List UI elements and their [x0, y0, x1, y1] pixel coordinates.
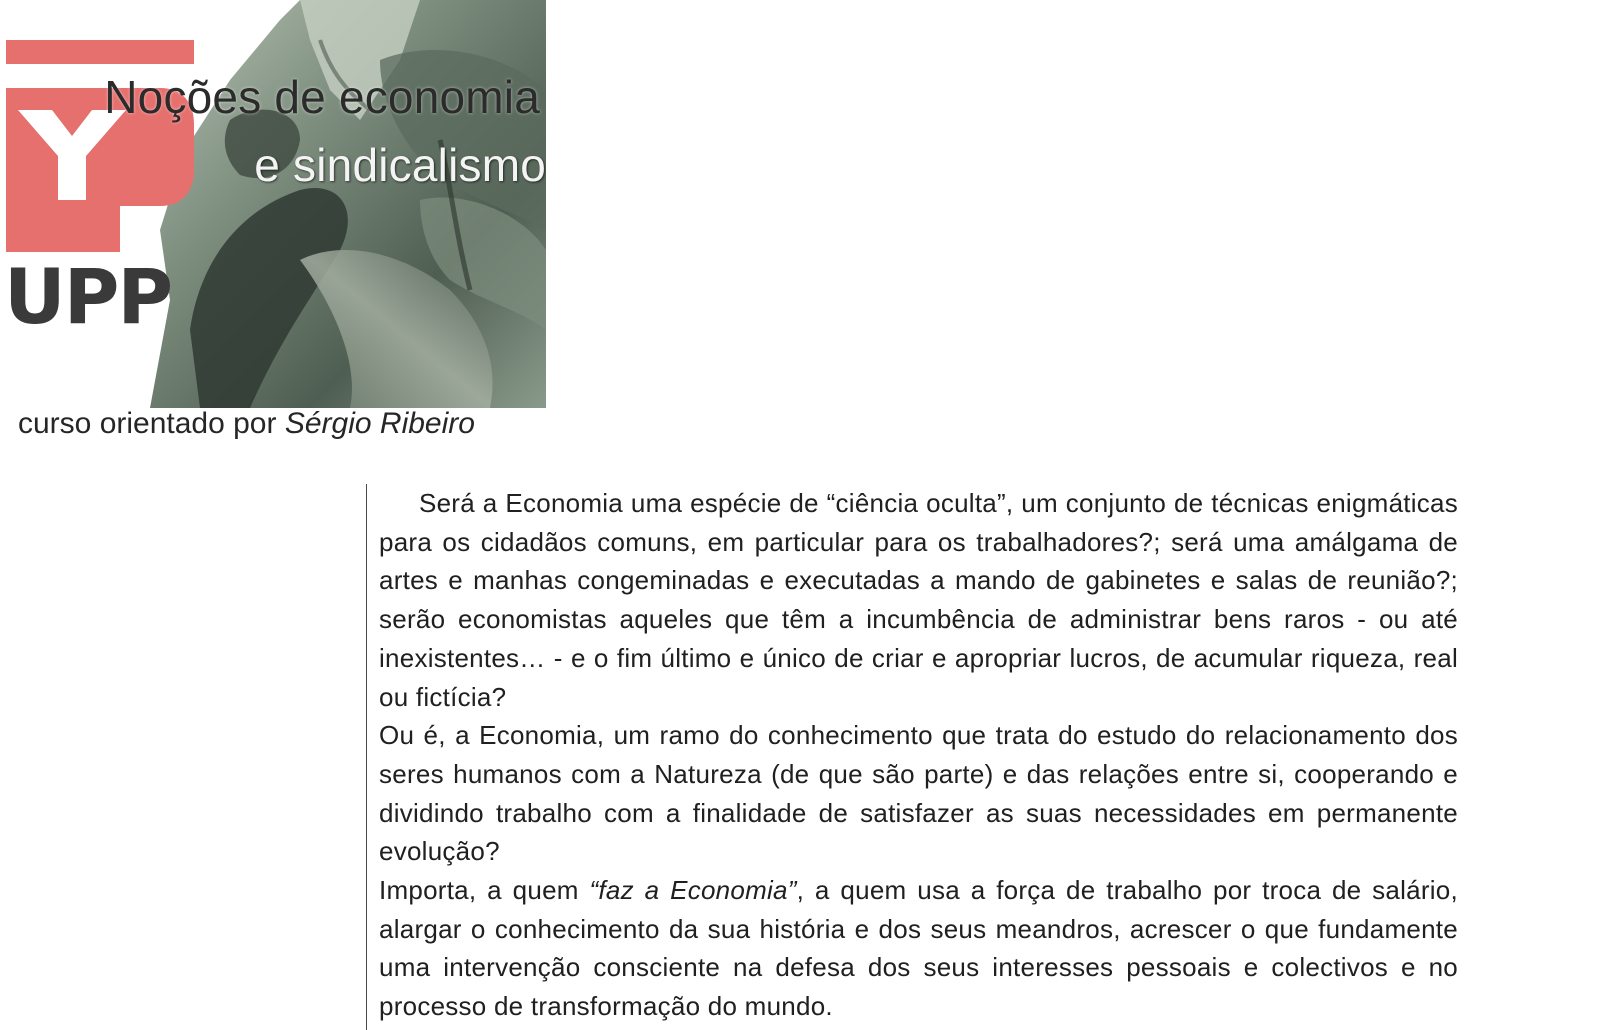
paragraph-3-start: Importa, a quem [379, 875, 590, 906]
banner-title-line2: e sindicalismo [254, 139, 546, 191]
banner-title-line1: Noções de economia [104, 71, 540, 123]
paragraph-3 [379, 871, 1458, 1026]
paragraph-3-emphasis: “faz a Economia” [589, 875, 797, 906]
byline-author: Sérgio Ribeiro [284, 407, 475, 440]
paragraph-2: Ou é, a Economia, um ramo do conhecimento que trata do estudo do relacionamento dos seres humanos com a Natureza (de que são parte) e das relações entre si, cooperando e dividindo trabalho com a finalidade de satisfazer as suas necessidades em permanente evolução? [379, 720, 1458, 867]
paragraph-3-end: , a quem usa a força de trabalho por troca de salário, alargar o conhecimento da sua história e dos seus meandros, acrescer o que fundamente uma intervenção consciente na defesa dos seus interesses pessoais e colectivos e no processo de transformação do mundo. [379, 875, 1458, 1022]
byline-prefix: curso orientado por [18, 407, 277, 440]
banner-illustration [0, 0, 546, 408]
course-byline [18, 404, 475, 444]
header-banner [0, 0, 546, 408]
body-text-block [366, 484, 1458, 1030]
paragraph-1: Será a Economia uma espécie de “ciência oculta”, um conjunto de técnicas enigmáticas para os cidadãos comuns, em particular para os trabalhadores?; será uma amálgama de artes e manhas congeminadas e executadas a mando de gabinetes e salas de reunião?; serão economistas aqueles que têm a incumbência de administrar bens raros - ou até inexistentes… - e o fim último e único de criar e apropriar lucros, de acumular riqueza, real ou fictícia? [379, 488, 1458, 712]
logo-text: UPP [4, 252, 172, 341]
